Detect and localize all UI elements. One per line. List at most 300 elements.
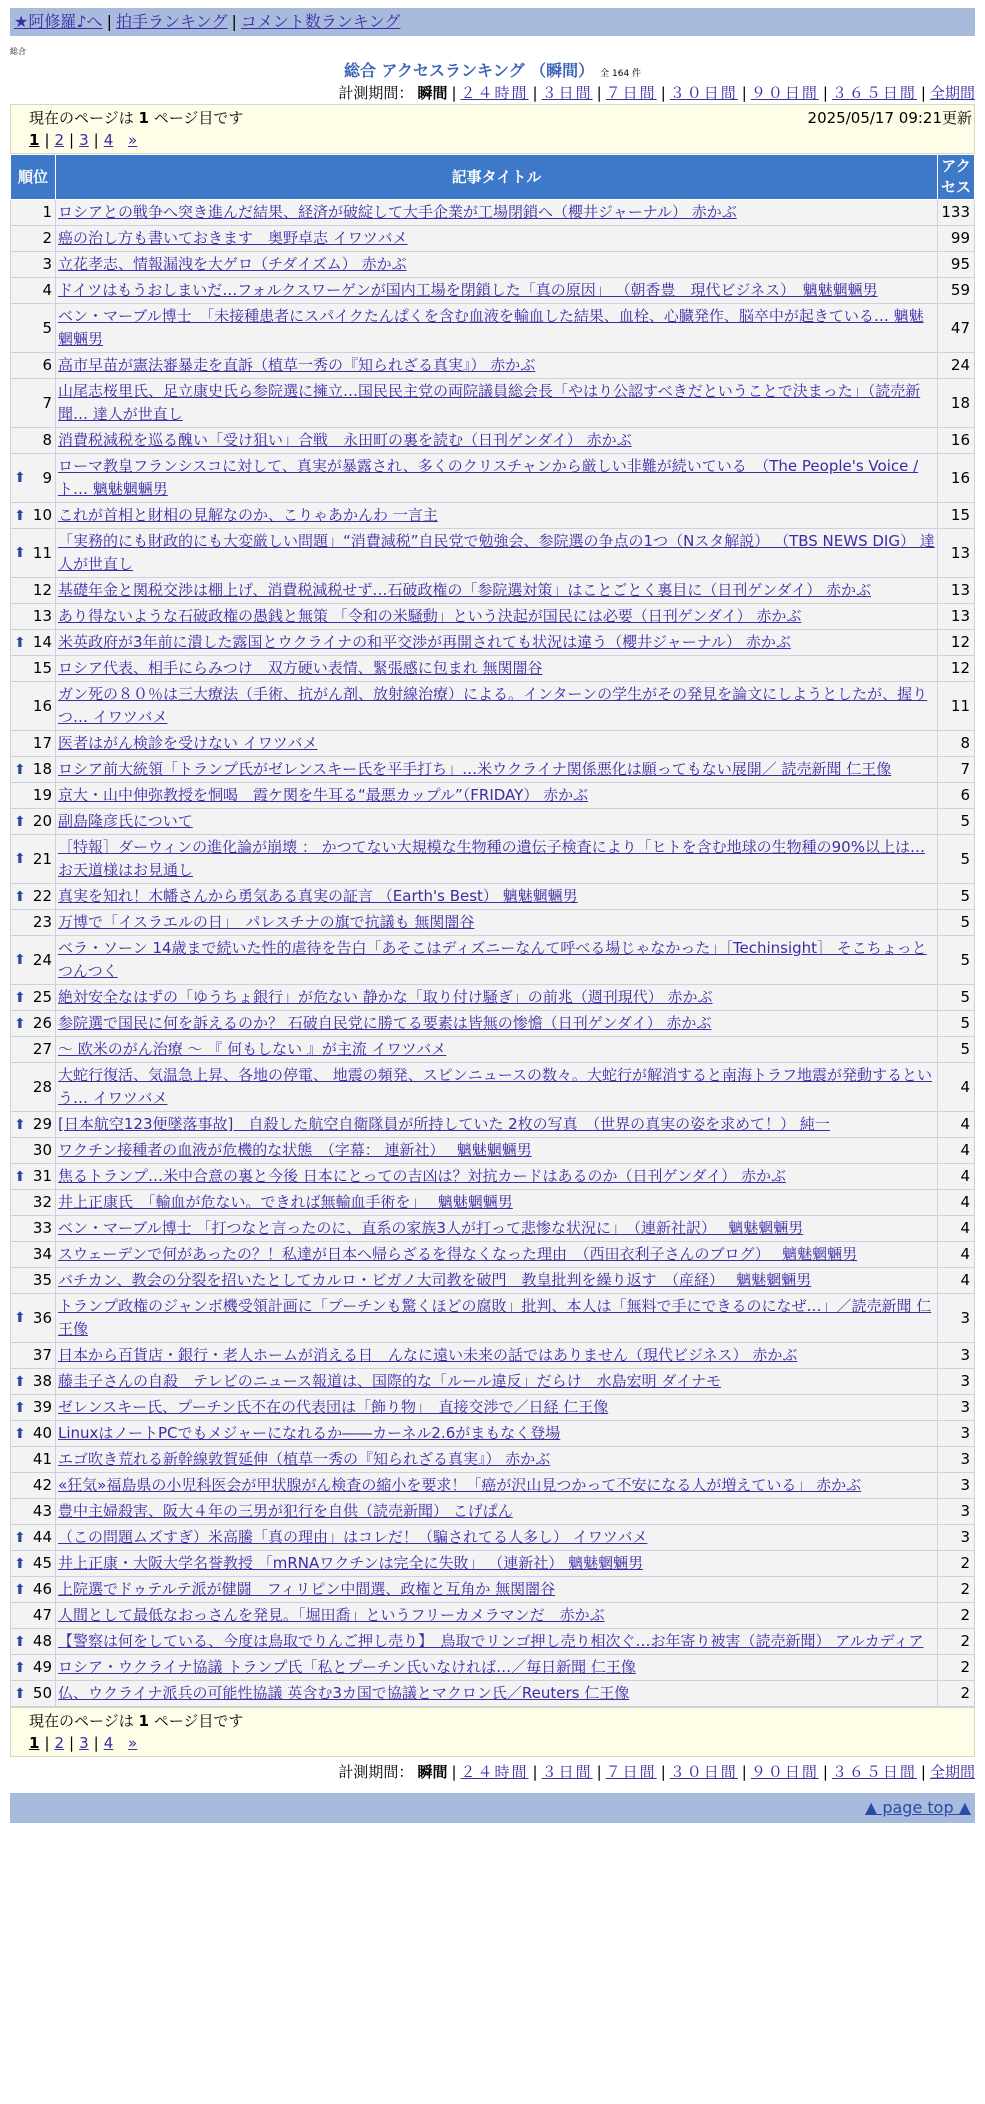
table-row (11, 936, 975, 985)
table-row (11, 252, 975, 278)
access-count: 5 (938, 1011, 975, 1037)
rank-number: 32 (32, 1193, 52, 1211)
article-title-link[interactable]: ローマ教皇フランシスコに対して、真実が暴露され、多くのクリスチャンから厳しい非難が続いている （The People's Voice / ト… 魑魅魍魎男 (58, 457, 919, 498)
table-row (11, 1577, 975, 1603)
title-cell (56, 1063, 938, 1112)
title-cell (56, 1037, 938, 1063)
access-count: 5 (938, 809, 975, 835)
article-title-link[interactable]: 【警察は何をしている、今度は鳥取でりんご押し売り】 鳥取でリンゴ押し売り相次ぐ…お年寄り被害（読売新聞） アルカディア (58, 1632, 924, 1650)
table-row (11, 1190, 975, 1216)
rank-up-arrow-icon: ⬆ (14, 813, 26, 830)
table-row (11, 884, 975, 910)
article-title-link[interactable]: 万博で「イスラエルの日」 パレスチナの旗で抗議も 無関闇谷 (58, 913, 475, 931)
article-title-link[interactable]: ベラ・ソーン 14歳まで続いた性的虐待を告白「あそこはディズニーなんて呼べる場じゃなかった」［Techinsight］ そこちょっとつんつく (58, 939, 927, 980)
article-title-link[interactable]: 日本から百貨店・銀行・老人ホームが消える日 んなに遠い未来の話ではありません（現代ビジネス） 赤かぶ (58, 1346, 798, 1364)
access-count: 24 (938, 353, 975, 379)
article-title-link[interactable]: «狂気»福島県の小児科医会が甲状腺がん検査の縮小を要求！「癌が沢山見つかって不安になる人が増えている」 赤かぶ (58, 1476, 862, 1494)
access-count: 6 (938, 783, 975, 809)
rank-cell (11, 454, 56, 503)
article-title-link[interactable]: 高市早苗が憲法審暴走を直訴（植草一秀の『知られざる真実』） 赤かぶ (58, 356, 536, 374)
table-row (11, 1268, 975, 1294)
title-cell (56, 682, 938, 731)
period-link-7d-bottom[interactable]: ７日間 (605, 1763, 657, 1781)
page-link-2[interactable]: 2 (54, 131, 65, 149)
article-title-link[interactable]: 絶対安全なはずの「ゆうちょ銀行」が危ない 静かな「取り付け騒ぎ」の前兆（週刊現代） 赤かぶ (58, 988, 713, 1006)
nav-link-asyura[interactable]: ★阿修羅♪へ (14, 12, 103, 31)
page-next-link[interactable]: » (128, 131, 138, 149)
current-page-text: 現在のページは 1 ページ目です (29, 109, 244, 127)
article-title-link[interactable]: ゼレンスキー氏、プーチン氏不在の代表団は「飾り物」 直接交渉で／日経 仁王像 (58, 1398, 609, 1416)
title-cell (56, 1138, 938, 1164)
rank-cell (11, 278, 56, 304)
article-title-link[interactable]: 焦るトランプ…米中合意の裏と今後 日本にとっての吉凶は？対抗カードはあるのか（日刊ゲンダイ） 赤かぶ (58, 1167, 787, 1185)
rank-cell (11, 428, 56, 454)
period-link-365d-bottom[interactable]: ３６５日間 (831, 1763, 917, 1781)
nav-link-clap-ranking[interactable]: 拍手ランキング (115, 12, 228, 31)
access-count: 3 (938, 1294, 975, 1343)
table-row (11, 1681, 975, 1707)
nav-separator: | (231, 12, 237, 31)
rank-cell (11, 985, 56, 1011)
title-cell (56, 1551, 938, 1577)
access-count: 12 (938, 656, 975, 682)
current-page-number-bottom: 1 (138, 1712, 149, 1730)
rank-number: 36 (32, 1308, 52, 1327)
access-count: 4 (938, 1216, 975, 1242)
title-cell (56, 428, 938, 454)
table-row (11, 1369, 975, 1395)
rank-up-arrow-icon: ⬆ (14, 507, 26, 524)
article-title-link[interactable]: 米英政府が3年前に潰した露国とウクライナの和平交渉が再開されても状況は違う（櫻井ジャーナル） 赤かぶ (58, 633, 791, 651)
access-count: 4 (938, 1242, 975, 1268)
access-count: 4 (938, 1138, 975, 1164)
article-title-link[interactable]: 消費税減税を巡る醜い「受け狙い」合戦 永田町の裏を読む（日刊ゲンダイ） 赤かぶ (58, 431, 632, 449)
rank-cell (11, 1629, 56, 1655)
title-cell (56, 1216, 938, 1242)
rank-cell (11, 1294, 56, 1343)
access-count: 16 (938, 454, 975, 503)
page-next-link-bottom[interactable]: » (128, 1734, 138, 1752)
title-cell (56, 1473, 938, 1499)
rank-cell (11, 503, 56, 529)
rank-number: 5 (42, 318, 52, 337)
access-count: 3 (938, 1525, 975, 1551)
access-count: 47 (938, 304, 975, 353)
rank-cell (11, 1037, 56, 1063)
table-row (11, 783, 975, 809)
updated-timestamp: 2025/05/17 09:21更新 (807, 109, 972, 127)
article-title-link[interactable]: 人間として最低なおっさんを発見。「堀田喬」というフリーカメラマンだ 赤かぶ (58, 1606, 605, 1624)
access-count: 3 (938, 1421, 975, 1447)
rank-up-arrow-icon: ⬆ (14, 761, 26, 778)
title-cell (56, 656, 938, 682)
title-cell (56, 1629, 938, 1655)
access-count: 8 (938, 731, 975, 757)
article-title-link[interactable]: 基礎年金と関税交渉は棚上げ、消費税減税せず…石破政権の「参院選対策」はことごとく裏目に（日刊ゲンダイ） 赤かぶ (58, 581, 871, 599)
rank-up-arrow-icon: ⬆ (14, 1310, 26, 1326)
title-cell (56, 1655, 938, 1681)
header-count: アクセス (938, 155, 975, 200)
article-title-link[interactable]: 大蛇行復活、気温急上昇、各地の停電、 地震の頻発、スピンニュースの数々。大蛇行が解消すると南海トラフ地震が発動するという… イワツバメ (58, 1066, 933, 1107)
access-count: 2 (938, 1603, 975, 1629)
rank-number: 48 (32, 1632, 52, 1650)
rank-cell (11, 1473, 56, 1499)
rank-cell (11, 1268, 56, 1294)
rank-number: 16 (32, 696, 52, 715)
article-title-link[interactable]: 井上正康氏 「輸血が危ない。できれば無輸血手術を」 魑魅魍魎男 (58, 1193, 513, 1211)
table-row (11, 1395, 975, 1421)
article-title-link[interactable]: 癌の治し方も書いておきます 奥野卓志 イワツバメ (58, 229, 408, 247)
table-row (11, 985, 975, 1011)
period-selector-bottom: 計測期間： 瞬間 | ２４時間 | ３日間 | ７日間 | ３０日間 | ９０日間 | ３６５日間 | 全期間 (338, 1763, 975, 1781)
rank-cell (11, 252, 56, 278)
page-link-4-bottom[interactable]: 4 (103, 1734, 114, 1752)
title-cell (56, 578, 938, 604)
table-row (11, 1421, 975, 1447)
nav-link-comment-ranking[interactable]: コメント数ランキング (240, 12, 401, 31)
access-count: 5 (938, 1037, 975, 1063)
title-cell (56, 910, 938, 936)
title-cell (56, 630, 938, 656)
article-title-link[interactable]: あり得ないような石破政権の愚銭と無策 「令和の米騒動」という決起が国民には必要（日刊ゲンダイ） 赤かぶ (58, 607, 802, 625)
access-count: 2 (938, 1655, 975, 1681)
rank-number: 18 (32, 760, 52, 778)
table-row (11, 1655, 975, 1681)
title-cell (56, 1395, 938, 1421)
title-cell (56, 1294, 938, 1343)
page-current-bottom: 1 (29, 1734, 40, 1752)
title-cell (56, 226, 938, 252)
table-row (11, 1473, 975, 1499)
rank-number: 12 (32, 581, 52, 599)
period-label-bottom: 計測期間： (338, 1763, 414, 1781)
rank-number: 33 (32, 1219, 52, 1237)
rank-up-arrow-icon: ⬆ (14, 634, 26, 651)
title-cell (56, 1190, 938, 1216)
access-count: 16 (938, 428, 975, 454)
table-row (11, 353, 975, 379)
article-title-link[interactable]: これが首相と財相の見解なのか、こりゃあかんわ 一言主 (58, 506, 438, 524)
access-count: 5 (938, 884, 975, 910)
period-current-bottom: 瞬間 (417, 1763, 448, 1781)
table-row (11, 1037, 975, 1063)
ranking-header (10, 60, 975, 82)
title-cell (56, 200, 938, 226)
current-page-number: 1 (138, 109, 149, 127)
rank-up-arrow-icon: ⬆ (14, 1581, 26, 1598)
period-selector-top: 計測期間： 瞬間 | ２４時間 | ３日間 | ７日間 | ３０日間 | ９０日間 | ３６５日間 | 全期間 (338, 84, 975, 102)
rank-cell (11, 835, 56, 884)
rank-cell (11, 1242, 56, 1268)
table-row (11, 682, 975, 731)
ranking-count: 全 164 件 (600, 69, 642, 79)
table-row (11, 604, 975, 630)
rank-cell (11, 1551, 56, 1577)
rank-cell (11, 1164, 56, 1190)
rank-cell (11, 884, 56, 910)
period-link-all[interactable]: 全期間 (929, 84, 975, 102)
table-row (11, 200, 975, 226)
header-title: 記事タイトル (56, 155, 938, 200)
rank-number: 35 (32, 1271, 52, 1289)
rank-cell (11, 604, 56, 630)
rank-number: 34 (32, 1245, 52, 1263)
rank-number: 14 (32, 633, 52, 651)
table-row (11, 1216, 975, 1242)
rank-number: 6 (42, 356, 52, 374)
rank-number: 30 (32, 1141, 52, 1159)
page-top-link[interactable]: ▲ page top ▲ (864, 1798, 971, 1817)
access-count: 5 (938, 835, 975, 884)
rank-up-arrow-icon: ⬆ (14, 1555, 26, 1572)
article-title-link[interactable]: スウェーデンで何があったの？！私達が日本へ帰らざるを得なくなった理由 （西田衣利子さんのブログ） 魑魅魍魎男 (58, 1245, 858, 1263)
table-row (11, 731, 975, 757)
rank-cell (11, 1011, 56, 1037)
article-title-link[interactable]: LinuxはノートPCでもメジャーになれるか――カーネル2.6がまもなく登場 (58, 1424, 561, 1442)
article-title-link[interactable]: ガン死の８０％は三大療法（手術、抗がん剤、放射線治療）による。インターンの学生がその発見を論文にしようとしたが、握りつ… イワツバメ (58, 685, 928, 726)
current-page-text-bottom: 現在のページは 1 ページ目です (29, 1712, 244, 1730)
article-title-link[interactable]: 山尾志桜里氏、足立康史氏ら参院選に擁立…国民民主党の両院議員総会長「やはり公認すべきだということで決まった」（読売新聞… 達人が世直し (58, 382, 921, 423)
table-row (11, 1294, 975, 1343)
access-count: 4 (938, 1190, 975, 1216)
title-cell (56, 809, 938, 835)
title-cell (56, 1112, 938, 1138)
rank-cell (11, 783, 56, 809)
article-title-link[interactable]: 医者はがん検診を受けない イワツバメ (58, 734, 318, 752)
table-row (11, 503, 975, 529)
rank-number: 8 (42, 431, 52, 449)
header-rank: 順位 (11, 155, 56, 200)
rank-cell (11, 304, 56, 353)
title-cell (56, 1369, 938, 1395)
article-title-link[interactable]: 井上正康・大阪大学名誉教授 「mRNAワクチンは完全に失敗」 （連新社） 魑魅魍魎男 (58, 1554, 644, 1572)
article-title-link[interactable]: 京大・山中伸弥教授を恫喝 霞ケ関を牛耳る“最悪カップル”（FRIDAY） 赤かぶ (58, 786, 589, 804)
rank-number: 42 (32, 1476, 52, 1494)
table-row (11, 1011, 975, 1037)
rank-up-arrow-icon: ⬆ (14, 1116, 26, 1133)
article-title-link[interactable]: ロシアとの戦争へ突き進んだ結果、経済が破綻して大手企業が工場閉鎖へ（櫻井ジャーナル） 赤かぶ (58, 203, 737, 221)
access-count: 133 (938, 200, 975, 226)
rank-cell (11, 353, 56, 379)
rank-number: 2 (42, 229, 52, 247)
table-row (11, 226, 975, 252)
article-title-link[interactable]: ～ 欧米のがん治療 ～ 『 何もしない 』が主流 イワツバメ (58, 1040, 447, 1058)
access-count: 99 (938, 226, 975, 252)
title-cell (56, 1447, 938, 1473)
access-count: 5 (938, 985, 975, 1011)
rank-cell (11, 1395, 56, 1421)
title-cell (56, 1268, 938, 1294)
rank-number: 17 (32, 734, 52, 752)
rank-up-arrow-icon: ⬆ (14, 1529, 26, 1546)
article-title-link[interactable]: ロシア前大統領「トランプ氏がゼレンスキー氏を平手打ち」…米ウクライナ関係悪化は願ってもない展開／ 読売新聞 仁王像 (58, 760, 892, 778)
table-row (11, 379, 975, 428)
title-cell (56, 604, 938, 630)
access-count: 4 (938, 1112, 975, 1138)
title-cell (56, 379, 938, 428)
table-row (11, 454, 975, 503)
rank-number: 38 (32, 1372, 52, 1390)
rank-number: 25 (32, 988, 52, 1006)
title-cell (56, 884, 938, 910)
article-title-link[interactable]: ［特報］ダーウィンの進化論が崩壊 ： かつてない大規模な生物種の遺伝子検査により「ヒトを含む地球の生物種の90%以上は… お天道様はお見通し (58, 838, 925, 879)
rank-number: 1 (42, 203, 52, 221)
article-title-link[interactable]: 上院選でドゥテルテ派が健闘 フィリピン中間選、政権と互角か 無関闇谷 (58, 1580, 556, 1598)
access-count: 18 (938, 379, 975, 428)
rank-number: 24 (32, 950, 52, 969)
table-row (11, 630, 975, 656)
access-count: 7 (938, 757, 975, 783)
article-title-link[interactable]: [日本航空123便墜落事故] 自殺した航空自衛隊員が所持していた 2枚の写真 （世界の真実の姿を求めて！） 純一 (58, 1115, 830, 1133)
access-count: 5 (938, 936, 975, 985)
title-cell (56, 1681, 938, 1707)
period-link-365d[interactable]: ３６５日間 (831, 84, 917, 102)
page-link-3-bottom[interactable]: 3 (79, 1734, 89, 1752)
table-header-row (11, 155, 975, 200)
rank-number: 11 (32, 543, 52, 562)
rank-number: 29 (32, 1115, 52, 1133)
rank-up-arrow-icon: ⬆ (14, 952, 26, 968)
rank-up-arrow-icon: ⬆ (14, 1633, 26, 1650)
rank-cell (11, 1603, 56, 1629)
period-link-7d[interactable]: ７日間 (605, 84, 657, 102)
rank-cell (11, 1112, 56, 1138)
title-cell (56, 757, 938, 783)
rank-up-arrow-icon: ⬆ (14, 470, 26, 486)
article-title-link[interactable]: エゴ吹き荒れる新幹線敦賀延伸（植草一秀の『知られざる真実』） 赤かぶ (58, 1450, 551, 1468)
rank-number: 44 (32, 1528, 52, 1546)
article-title-link[interactable]: 藤圭子さんの自殺 テレビのニュース報道は、国際的な「ルール違反」だらけ 水島宏明 ダイナモ (58, 1372, 722, 1390)
title-cell (56, 503, 938, 529)
article-title-link[interactable]: 「実務的にも財政的にも大変厳しい問題」“消費減税”自民党で勉強会、参院選の争点の1つ（Nスタ解説） （TBS NEWS DIG） 達人が世直し (58, 532, 935, 573)
access-count: 13 (938, 529, 975, 578)
period-current: 瞬間 (417, 84, 448, 102)
rank-number: 4 (42, 281, 52, 299)
title-cell (56, 252, 938, 278)
rank-cell (11, 578, 56, 604)
table-row (11, 1603, 975, 1629)
rank-cell (11, 200, 56, 226)
title-cell (56, 278, 938, 304)
title-cell (56, 1343, 938, 1369)
article-title-link[interactable]: バチカン、教会の分裂を招いたとしてカルロ・ビガノ大司教を破門 教皇批判を繰り返す （産経） 魑魅魍魎男 (58, 1271, 812, 1289)
rank-number: 20 (32, 812, 52, 830)
page-link-4[interactable]: 4 (103, 131, 114, 149)
article-title-link[interactable]: 仏、ウクライナ派兵の可能性協議 英含む3カ国で協議とマクロン氏／Reuters 仁王像 (58, 1684, 630, 1702)
table-row (11, 578, 975, 604)
access-count: 3 (938, 1447, 975, 1473)
period-link-30d-bottom[interactable]: ３０日間 (669, 1763, 738, 1781)
rank-number: 45 (32, 1554, 52, 1572)
article-title-link[interactable]: 立花孝志、情報漏洩を大ゲロ（チダイズム） 赤かぶ (58, 255, 407, 273)
rank-cell (11, 936, 56, 985)
rank-up-arrow-icon: ⬆ (14, 1659, 26, 1676)
article-title-link[interactable]: 副島隆彦氏について (58, 812, 193, 830)
rank-number: 7 (42, 393, 52, 412)
title-cell (56, 1011, 938, 1037)
title-cell (56, 1164, 938, 1190)
pagination-bottom: 1 | 2 | 3 | 4 » (29, 1734, 138, 1752)
page-link-3[interactable]: 3 (79, 131, 89, 149)
period-link-90d[interactable]: ９０日間 (750, 84, 819, 102)
rank-number: 40 (32, 1424, 52, 1442)
article-title-link[interactable]: ロシア代表、相手にらみつけ 双方硬い表情、緊張感に包まれ 無関闇谷 (58, 659, 543, 677)
article-title-link[interactable]: 参院選で国民に何を訴えるのか？ 石破自民党に勝てる要素は皆無の惨憺（日刊ゲンダイ） 赤かぶ (58, 1014, 712, 1032)
article-title-link[interactable]: ベン・マーブル博士 「未接種患者にスパイクたんぱくを含む血液を輸血した結果、血栓、心臓発作、脳卒中が起きている… 魑魅魍魎男 (58, 307, 924, 348)
access-count: 3 (938, 1343, 975, 1369)
table-row (11, 1063, 975, 1112)
period-link-all-bottom[interactable]: 全期間 (929, 1763, 975, 1781)
title-cell (56, 731, 938, 757)
pagination-top: 1 | 2 | 3 | 4 » (29, 131, 138, 149)
rank-cell (11, 1216, 56, 1242)
table-row (11, 656, 975, 682)
rank-up-arrow-icon: ⬆ (14, 1399, 26, 1416)
article-title-link[interactable]: ベン・マーブル博士 「打つなと言ったのに、直系の家族3人が打って悲惨な状況に」 （連新社訳） 魑魅魍魎男 (58, 1219, 804, 1237)
rank-cell (11, 910, 56, 936)
period-label: 計測期間： (338, 84, 414, 102)
rank-cell (11, 656, 56, 682)
table-row (11, 1138, 975, 1164)
title-cell (56, 1421, 938, 1447)
access-count: 59 (938, 278, 975, 304)
access-count: 95 (938, 252, 975, 278)
rank-cell (11, 1525, 56, 1551)
rank-number: 49 (32, 1658, 52, 1676)
ranking-title: 総合 アクセスランキング （瞬間） (343, 61, 595, 80)
article-title-link[interactable]: 真実を知れ！木幡さんから勇気ある真実の証言 （Earth's Best） 魑魅魍魎男 (58, 887, 578, 905)
article-title-link[interactable]: ロシア・ウクライナ協議 トランプ氏「私とプーチン氏いなければ…／毎日新聞 仁王像 (58, 1658, 636, 1676)
title-cell (56, 936, 938, 985)
access-count: 11 (938, 682, 975, 731)
page-link-2-bottom[interactable]: 2 (54, 1734, 65, 1752)
access-count: 4 (938, 1063, 975, 1112)
rank-cell (11, 529, 56, 578)
rank-number: 27 (32, 1040, 52, 1058)
period-link-90d-bottom[interactable]: ９０日間 (750, 1763, 819, 1781)
article-title-link[interactable]: ドイツはもうおしまいだ…フォルクスワーゲンが国内工場を閉鎖した「真の原因」 （朝香豊 現代ビジネス） 魑魅魍魎男 (58, 281, 878, 299)
period-link-24h[interactable]: ２４時間 (460, 84, 529, 102)
table-row (11, 1629, 975, 1655)
period-link-3d-bottom[interactable]: ３日間 (541, 1763, 593, 1781)
article-title-link[interactable]: 豊中主婦殺害、阪大４年の三男が犯行を自供（読売新聞） こげぱん (58, 1502, 513, 1520)
access-count: 3 (938, 1473, 975, 1499)
article-title-link[interactable]: トランプ政権のジャンボ機受領計画に「プーチンも驚くほどの腐敗」批判、本人は「無料で手にできるのになぜ…」／読売新聞 仁王像 (58, 1297, 932, 1338)
access-count: 5 (938, 910, 975, 936)
page-info-top (10, 104, 975, 154)
rank-up-arrow-icon: ⬆ (14, 1425, 26, 1442)
article-title-link[interactable]: ワクチン接種者の血液が危機的な状態 （字幕： 連新社） 魑魅魍魎男 (58, 1141, 532, 1159)
footer-bar (10, 1793, 975, 1823)
period-link-24h-bottom[interactable]: ２４時間 (460, 1763, 529, 1781)
rank-cell (11, 1190, 56, 1216)
period-link-30d[interactable]: ３０日間 (669, 84, 738, 102)
title-cell (56, 985, 938, 1011)
title-cell (56, 1242, 938, 1268)
table-row (11, 1242, 975, 1268)
rank-cell (11, 1343, 56, 1369)
rank-number: 19 (32, 786, 52, 804)
rank-number: 23 (32, 913, 52, 931)
table-row (11, 1551, 975, 1577)
article-title-link[interactable]: （この問題ムズすぎ）米高騰「真の理由」はコレだ！（騙されてる人多し） イワツバメ (58, 1528, 648, 1546)
page (10, 0, 975, 1823)
access-count: 4 (938, 1268, 975, 1294)
rank-up-arrow-icon: ⬆ (14, 851, 26, 867)
period-link-3d[interactable]: ３日間 (541, 84, 593, 102)
rank-number: 47 (32, 1606, 52, 1624)
rank-number: 10 (32, 506, 52, 524)
